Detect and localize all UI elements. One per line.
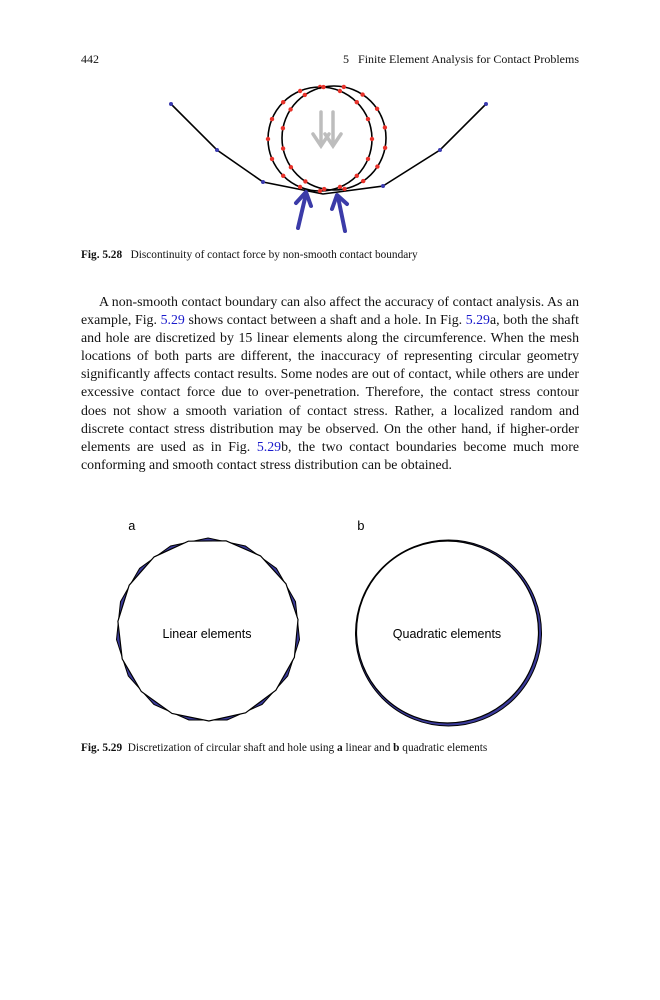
panel-b-letter: b <box>357 519 365 534</box>
shaft-node <box>342 187 346 191</box>
shaft-node <box>281 126 285 130</box>
caption-panel-b: b <box>393 742 400 754</box>
shaft-node <box>355 100 359 104</box>
hole-nodes <box>169 102 488 188</box>
caption-text: Discontinuity of contact force by non-smooth contact boundary <box>130 249 418 261</box>
caption-text: quadratic elements <box>399 742 488 754</box>
figure-link[interactable]: 5.29 <box>465 312 490 328</box>
shaft-node <box>303 93 307 97</box>
shaft-node <box>338 185 342 189</box>
shaft-node <box>298 185 302 189</box>
shaft-node <box>270 157 274 161</box>
shaft-node <box>342 85 346 89</box>
shaft-node <box>266 137 270 141</box>
shaft-node <box>355 174 359 178</box>
shaft-node <box>366 157 370 161</box>
caption-text: Discretization of circular shaft and hole using <box>127 742 338 754</box>
panel-a-letter: a <box>128 519 136 534</box>
contact-force-arrows <box>296 192 347 231</box>
figure-link[interactable]: 5.29 <box>256 438 282 454</box>
shaft-node <box>321 85 325 89</box>
shaft-node <box>298 89 302 93</box>
figure-label: Fig. 5.29 <box>81 742 123 754</box>
shaft-node <box>288 107 292 111</box>
shaft-node <box>270 117 274 121</box>
figure-5-29-caption <box>81 742 601 754</box>
figure-label: Fig. 5.28 <box>81 249 123 261</box>
caption-panel-a: a <box>337 742 343 754</box>
shaft-node <box>322 187 326 191</box>
shaft-node <box>383 125 387 129</box>
shaft-node <box>289 165 293 169</box>
shaft-node <box>366 117 370 121</box>
shaft-node <box>360 92 364 96</box>
shaft-node <box>375 164 379 168</box>
shaft-node <box>383 146 387 150</box>
running-head: 5 Finite Element Analysis for Contact Problems <box>343 52 579 66</box>
body-text-segment: a, both the shaft and hole are discretized by 15 linear elements along the circumference. When the mesh locations of both parts are different, the inaccuracy of representing circular geometry significantly affects contact results. Some nodes are out of contact, while others are under excessive contact force due to over-penetration. Therefore, the contact stress contour does not show a smooth variation of contact stress. Rather, a localized random and discrete contact stress distribution may be observed. On the other hand, if higher-order elements are used as in Fig. <box>81 312 579 454</box>
shaft-node <box>281 174 285 178</box>
panel-a-label: Linear elements <box>162 627 252 641</box>
load-arrows <box>313 112 341 146</box>
shaft-node <box>318 189 322 193</box>
panel-b-label: Quadratic elements <box>392 627 502 641</box>
figure-5-28 <box>160 80 500 240</box>
body-text-segment: shows contact between a shaft and a hole. In Fig. <box>184 312 466 328</box>
shaft-node <box>338 89 342 93</box>
body-paragraph <box>81 293 579 474</box>
shaft-node <box>281 146 285 150</box>
page-header <box>81 52 579 68</box>
shaft-node <box>361 179 365 183</box>
shaft-node <box>303 179 307 183</box>
shaft-node <box>281 100 285 104</box>
body-text-segment: A non-smooth contact boundary can also affect the accuracy of contact analysis. As an example, Fig. <box>81 294 579 328</box>
shaft-node <box>375 107 379 111</box>
caption-text: linear and <box>342 742 394 754</box>
figure-5-29 <box>100 512 560 732</box>
body-text-segment: b, the two contact boundaries become much more conforming and smooth contact stress distribution can be obtained. <box>81 438 579 472</box>
figure-5-28-caption <box>81 249 601 261</box>
page-number: 442 <box>81 52 99 66</box>
shaft-node <box>370 137 374 141</box>
figure-link[interactable]: 5.29 <box>160 312 185 328</box>
